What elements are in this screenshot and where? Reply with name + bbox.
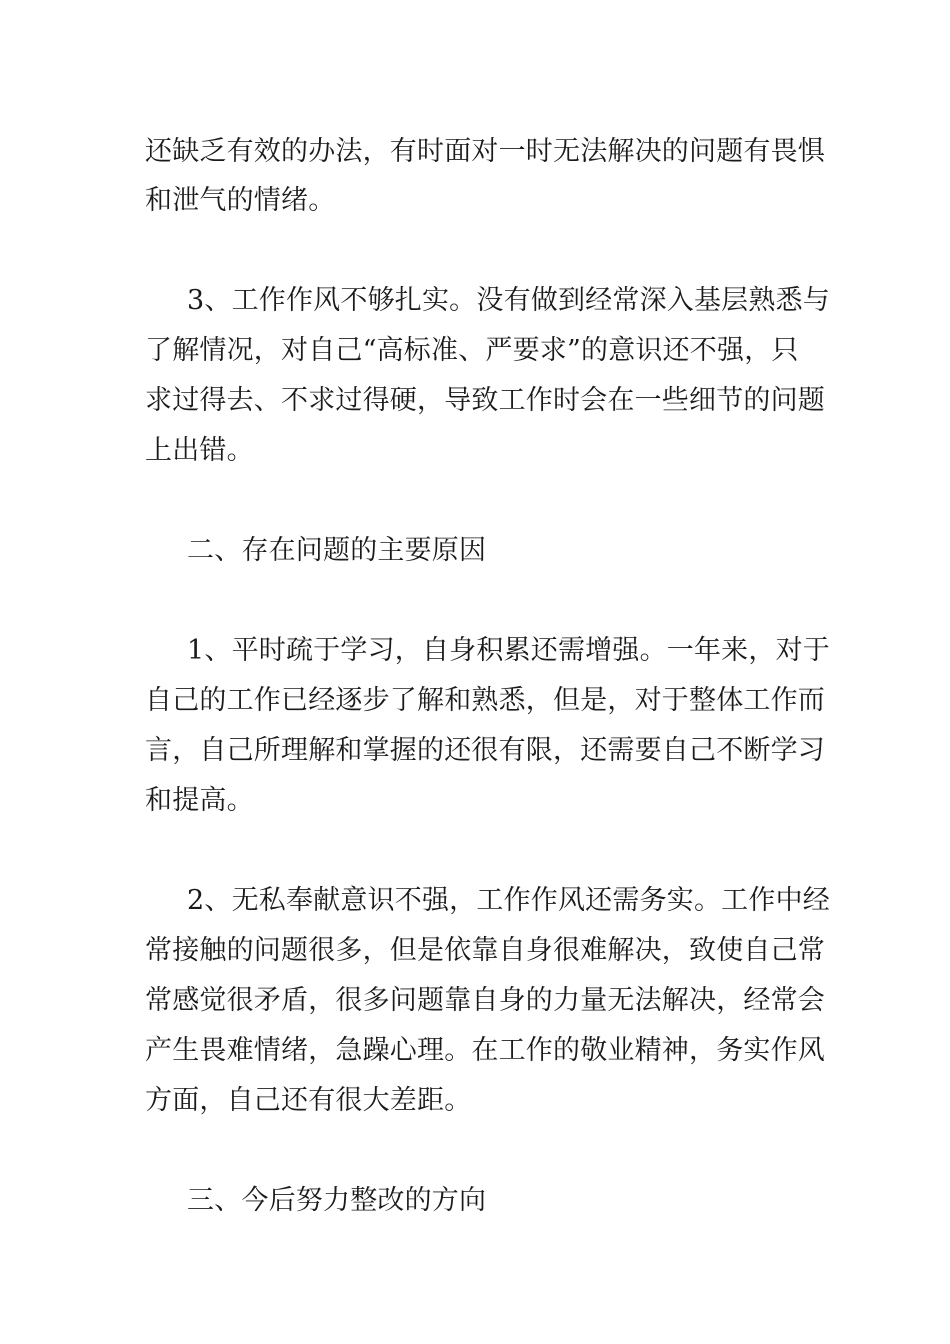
- text-line: 求过得去、不求过得硬，导致工作时会在一些细节的问题: [145, 385, 825, 416]
- text-line: 方面，自己还有很大差距。: [145, 1085, 472, 1116]
- text-line: 言，自己所理解和掌握的还很有限，还需要自己不断学习: [145, 735, 825, 766]
- text-line: 还缺乏有效的办法，有时面对一时无法解决的问题有畏惧: [145, 136, 825, 167]
- text-line: 自己的工作已经逐步了解和熟悉，但是，对于整体工作而: [145, 685, 825, 716]
- text-line: 产生畏难情绪，急躁心理。在工作的敬业精神，务实作风: [145, 1035, 825, 1066]
- text-line: 上出错。: [145, 435, 254, 466]
- text-line: 常接触的问题很多，但是依靠自身很难解决，致使自己常: [145, 935, 825, 966]
- text-line: 了解情况，对自己“高标准、严要求”的意识还不强，只: [145, 335, 799, 366]
- text-line: 和提高。: [145, 785, 254, 816]
- text-line: 2、无私奉献意识不强，工作作风还需务实。工作中经: [187, 885, 830, 916]
- text-line: 常感觉很矛盾，很多问题靠自身的力量无法解决，经常会: [145, 985, 825, 1016]
- section-heading: 二、存在问题的主要原因: [187, 535, 487, 566]
- section-heading: 三、今后努力整改的方向: [187, 1185, 487, 1216]
- text-line: 3、工作作风不够扎实。没有做到经常深入基层熟悉与: [187, 285, 830, 316]
- text-line: 和泄气的情绪。: [145, 185, 336, 216]
- text-line: 1、平时疏于学习，自身积累还需增强。一年来，对于: [187, 635, 830, 666]
